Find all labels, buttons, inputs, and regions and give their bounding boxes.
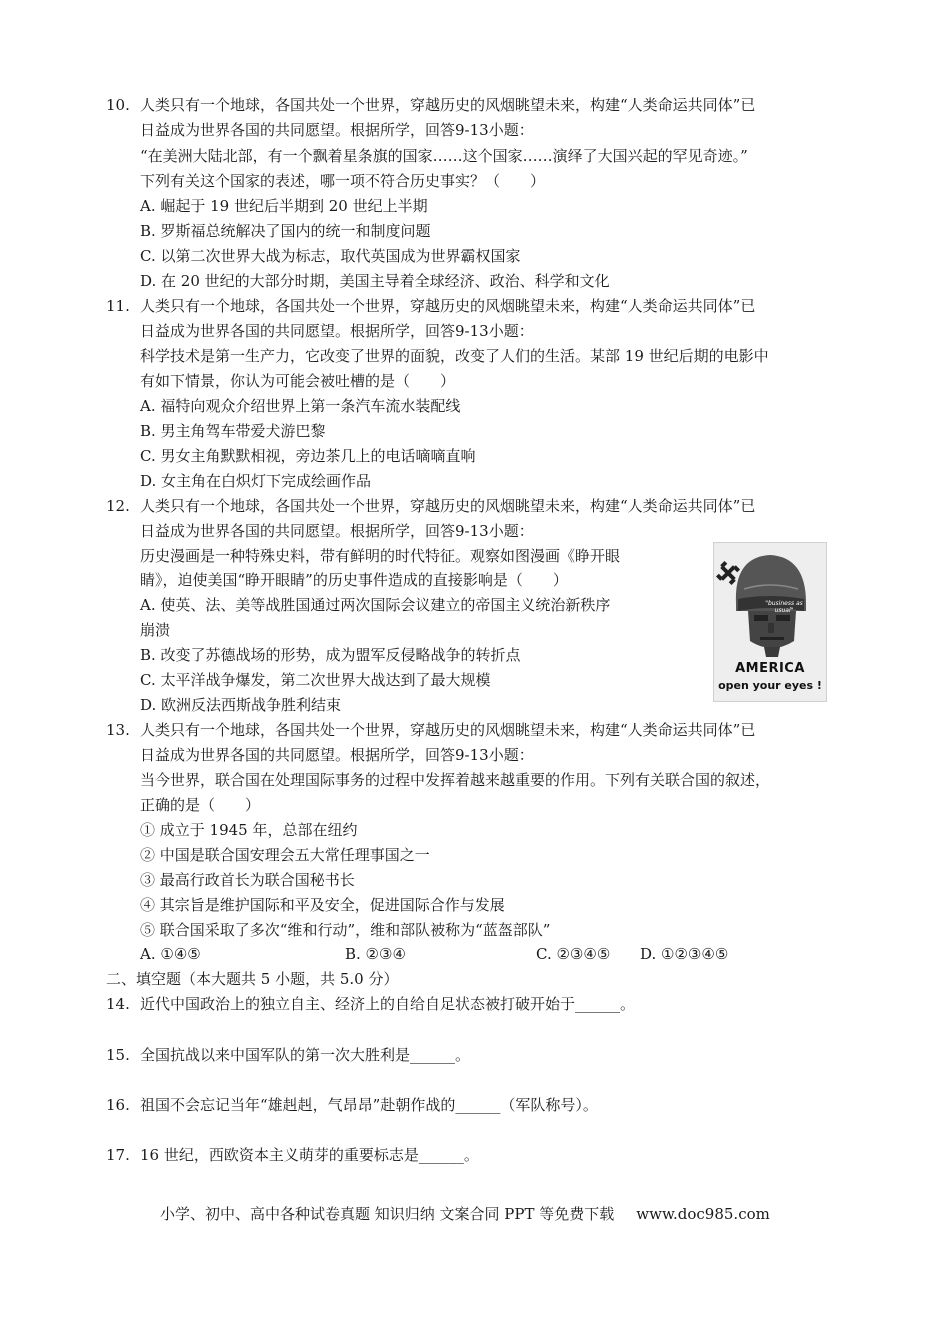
option-b: B. 罗斯福总统解决了国内的统一和制度问题 — [140, 222, 431, 240]
statement-item: ④ 其宗旨是维护国际和平及安全，促进国际合作与发展 — [140, 896, 505, 914]
cartoon-drawing — [714, 543, 826, 701]
question-number: 12. — [106, 497, 130, 515]
fill-question: 16 世纪，西欧资本主义萌芽的重要标志是______。 — [140, 1146, 479, 1164]
question-text: 正确的是（ ） — [140, 796, 261, 814]
question-text: 睛》，迫使美国“睁开眼睛”的历史事件造成的直接影响是（ ） — [140, 571, 568, 589]
question-number: 15. — [106, 1046, 130, 1064]
question-number: 14. — [106, 995, 130, 1013]
option-a: A. 使英、法、美等战胜国通过两次国际会议建立的帝国主义统治新秩序 — [140, 596, 611, 614]
option-b: B. 男主角驾车带爱犬游巴黎 — [140, 422, 326, 440]
question-text: 有如下情景，你认为可能会被吐槽的是（ ） — [140, 372, 456, 390]
option-c: C. 以第二次世界大战为标志，取代英国成为世界霸权国家 — [140, 247, 521, 265]
question-intro: 日益成为世界各国的共同愿望。根据所学，回答9-13小题： — [140, 322, 534, 340]
choice-a: A. ①④⑤ — [140, 945, 201, 963]
option-c: C. 太平洋战争爆发，第二次世界大战达到了最大规模 — [140, 671, 491, 689]
question-number: 17. — [106, 1146, 130, 1164]
option-b: B. 改变了苏德战场的形势，成为盟军反侵略战争的转折点 — [140, 646, 521, 664]
statement-item: ③ 最高行政首长为联合国秘书长 — [140, 871, 355, 889]
choice-b: B. ②③④ — [345, 945, 406, 963]
question-number: 11. — [106, 297, 130, 315]
question-intro: 人类只有一个地球，各国共处一个世界，穿越历史的风烟眺望未来，构建“人类命运共同体”已 — [140, 721, 756, 739]
option-d: D. 女主角在白炽灯下完成绘画作品 — [140, 472, 372, 490]
question-text: 下列有关这个国家的表述，哪一项不符合历史事实？（ ） — [140, 172, 546, 190]
cartoon-banner: "business as usual" — [765, 600, 803, 614]
choice-d: D. ①②③④⑤ — [640, 945, 729, 963]
statement-item: ① 成立于 1945 年，总部在纽约 — [140, 821, 358, 839]
question-text: 科学技术是第一生产力，它改变了世界的面貌，改变了人们的生活。某部 19 世纪后期的电影中 — [140, 347, 769, 365]
footer-url[interactable]: www.doc985.com — [636, 1205, 770, 1223]
question-intro: 日益成为世界各国的共同愿望。根据所学，回答9-13小题： — [140, 121, 534, 139]
option-a: A. 福特向观众介绍世界上第一条汽车流水装配线 — [140, 397, 461, 415]
question-text: 历史漫画是一种特殊史料，带有鲜明的时代特征。观察如图漫画《睁开眼 — [140, 547, 621, 565]
question-intro: 日益成为世界各国的共同愿望。根据所学，回答9-13小题： — [140, 522, 534, 540]
choice-c: C. ②③④⑤ — [536, 945, 611, 963]
page-footer — [160, 1203, 770, 1224]
fill-question: 近代中国政治上的独立自主、经济上的自给自足状态被打破开始于______。 — [140, 995, 636, 1013]
option-d: D. 欧洲反法西斯战争胜利结束 — [140, 696, 342, 714]
option-a-continued: 崩溃 — [140, 621, 171, 639]
question-intro: 人类只有一个地球，各国共处一个世界，穿越历史的风烟眺望未来，构建“人类命运共同体”已 — [140, 96, 756, 114]
statement-item: ⑤ 联合国采取了多次“维和行动”，维和部队被称为“蓝盔部队” — [140, 921, 551, 939]
statement-item: ② 中国是联合国安理会五大常任理事国之一 — [140, 846, 430, 864]
cartoon-title: AMERICA — [735, 661, 805, 676]
question-intro: 日益成为世界各国的共同愿望。根据所学，回答9-13小题： — [140, 746, 534, 764]
question-number: 16. — [106, 1096, 130, 1114]
question-number: 13. — [106, 721, 130, 739]
cartoon-subtitle: open your eyes ! — [718, 679, 822, 692]
fill-question: 祖国不会忘记当年“雄赳赳，气昂昂”赴朝作战的______（军队称号）。 — [140, 1096, 598, 1114]
question-number: 10. — [106, 96, 130, 114]
option-c: C. 男女主角默默相视，旁边茶几上的电话嘀嘀直响 — [140, 447, 476, 465]
question-text: “在美洲大陆北部，有一个飘着星条旗的国家……这个国家……演绎了大国兴起的罕见奇迹。” — [140, 147, 748, 165]
option-d: D. 在 20 世纪的大部分时期，美国主导着全球经济、政治、科学和文化 — [140, 272, 610, 290]
cartoon-image — [713, 542, 827, 702]
question-text: 当今世界，联合国在处理国际事务的过程中发挥着越来越重要的作用。下列有关联合国的叙述， — [140, 771, 771, 789]
question-intro: 人类只有一个地球，各国共处一个世界，穿越历史的风烟眺望未来，构建“人类命运共同体”已 — [140, 497, 756, 515]
fill-question: 全国抗战以来中国军队的第一次大胜利是______。 — [140, 1046, 471, 1064]
footer-text: 小学、初中、高中各种试卷真题 知识归纳 文案合同 PPT 等免费下载 — [160, 1205, 615, 1223]
question-intro: 人类只有一个地球，各国共处一个世界，穿越历史的风烟眺望未来，构建“人类命运共同体”已 — [140, 297, 756, 315]
option-a: A. 崛起于 19 世纪后半期到 20 世纪上半期 — [140, 197, 428, 215]
section-heading: 二、填空题（本大题共 5 小题，共 5.0 分） — [106, 970, 399, 988]
